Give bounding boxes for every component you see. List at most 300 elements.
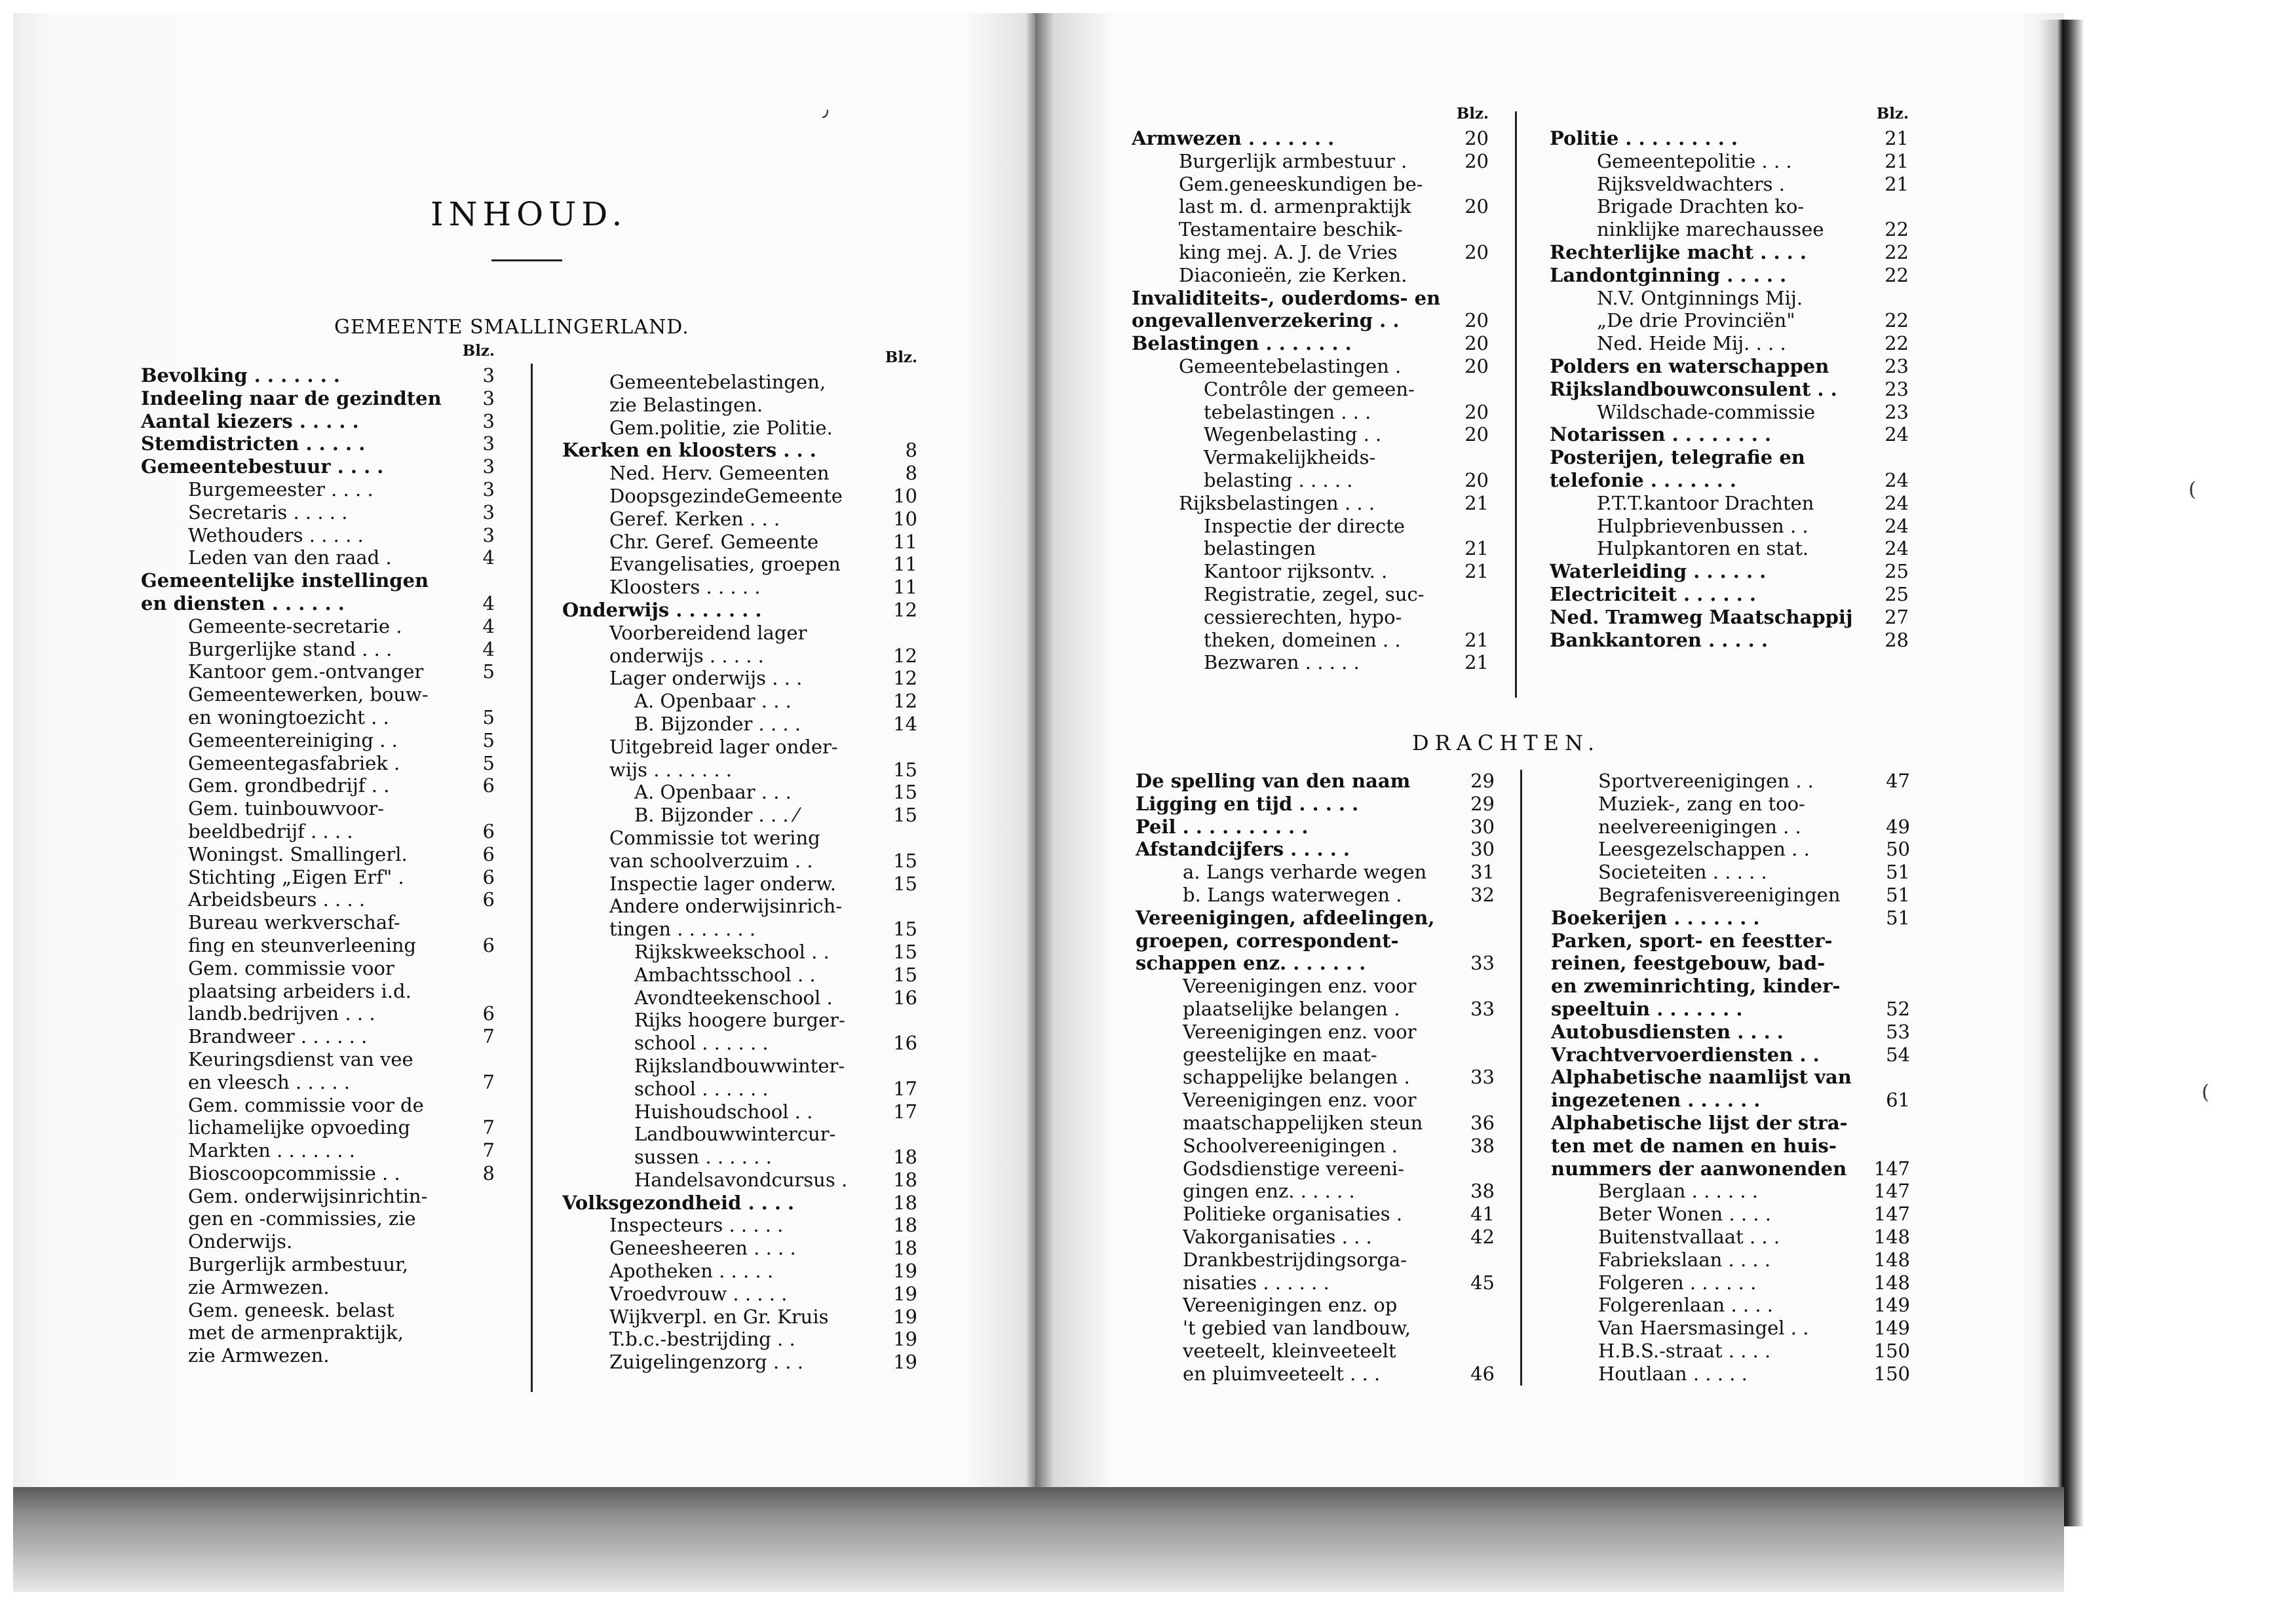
toc-entry-title: ninklijke marechaussee <box>1597 218 1824 241</box>
toc-entry-title: gingen enz. . . . . . <box>1183 1180 1355 1203</box>
toc-entry-title: Aantal kiezers . . . . . <box>141 409 359 432</box>
toc-entry-title: Afstandcijfers . . . . . <box>1136 838 1350 861</box>
toc-entry <box>141 843 495 866</box>
toc-entry <box>1136 1021 1495 1044</box>
toc-entry-title: Boekerijen . . . . . . . <box>1551 906 1760 929</box>
toc-entry-title: H.B.S.-straat . . . . <box>1598 1339 1771 1362</box>
toc-entry <box>141 455 495 478</box>
toc-entry-page: 20 <box>1464 309 1489 332</box>
toc-entry-title: cessierechten, hypo- <box>1204 605 1402 628</box>
toc-entry <box>1136 1317 1495 1340</box>
toc-entry-title: Rijkskweekschool . . <box>634 940 830 963</box>
blz-label: Blz. <box>462 342 495 360</box>
toc-entry <box>141 1321 495 1344</box>
toc-entry <box>1550 127 1909 150</box>
toc-entry-page: 147 <box>1873 1180 1910 1203</box>
toc-entry-page: 12 <box>893 690 917 713</box>
toc-entry <box>562 1192 917 1215</box>
toc-entry-title: Vakorganisaties . . . <box>1183 1225 1372 1248</box>
toc-entry-title: plaatselijke belangen . <box>1183 997 1400 1020</box>
toc-entry-page: 15 <box>893 758 917 781</box>
toc-entry <box>1550 446 1909 469</box>
toc-entry-page: 3 <box>482 364 495 387</box>
toc-entry-title: Voorbereidend lager <box>609 621 807 644</box>
toc-entry-page: 21 <box>1885 172 1909 195</box>
toc-entry <box>1136 1158 1495 1180</box>
toc-entry <box>562 667 917 690</box>
toc-entry <box>141 980 495 1003</box>
toc-entry-title: Keuringsdienst van vee <box>188 1047 413 1070</box>
toc-entry-title: met de armenpraktijk, <box>188 1321 404 1344</box>
toc-entry-page: 149 <box>1873 1317 1910 1340</box>
toc-entry <box>1551 1203 1910 1226</box>
toc-entry <box>1132 515 1489 538</box>
toc-entry-title: Vereenigingen enz. op <box>1183 1294 1398 1317</box>
toc-entry-title: Wethouders . . . . . <box>188 523 364 546</box>
toc-entry-title: T.b.c.-bestrijding . . <box>609 1328 795 1351</box>
toc-entry-page: 5 <box>482 706 495 728</box>
toc-entry-title: Waterleiding . . . . . . <box>1550 560 1767 583</box>
toc-entry <box>562 1123 917 1146</box>
toc-entry-title: P.T.T.kantoor Drachten <box>1597 491 1814 514</box>
toc-entry-title: Electriciteit . . . . . . <box>1550 582 1757 605</box>
toc-entry <box>1550 150 1909 173</box>
toc-entry-title: Secretaris . . . . . <box>188 500 348 523</box>
toc-entry <box>1551 1044 1910 1066</box>
toc-entry-title: Vrachtvervoerdiensten . . <box>1551 1043 1820 1066</box>
toc-entry-title: Uitgebreid lager onder- <box>609 735 838 758</box>
toc-entry <box>141 592 495 615</box>
toc-entry-title: Polders en waterschappen <box>1550 354 1829 377</box>
toc-entry-page: 7 <box>482 1116 495 1139</box>
toc-entry-page: 46 <box>1470 1362 1495 1385</box>
toc-entry <box>562 1078 917 1101</box>
toc-entry <box>562 1351 917 1374</box>
toc-column-right-2 <box>1550 105 1909 651</box>
toc-entry-title: gen en -commissies, zie <box>188 1207 416 1230</box>
toc-entry-title: Vereenigingen enz. voor <box>1183 1089 1417 1112</box>
toc-entry-title: en zweminrichting, kinder- <box>1551 975 1841 998</box>
toc-column-right-4 <box>1551 770 1910 1386</box>
toc-entry-page: 10 <box>893 507 917 530</box>
page-title: INHOUD. <box>430 195 628 233</box>
column-header <box>1550 105 1909 127</box>
toc-entry <box>562 759 917 782</box>
toc-entry-title: Fabriekslaan . . . . <box>1598 1248 1771 1271</box>
toc-entry <box>1551 1021 1910 1044</box>
toc-entry-page: 29 <box>1470 770 1495 792</box>
toc-entry <box>1136 1180 1495 1203</box>
toc-entry-page: 15 <box>893 963 917 986</box>
toc-entry-title: Gem. commissie voor <box>188 956 394 979</box>
toc-entry <box>1136 1135 1495 1158</box>
toc-entry <box>141 1071 495 1094</box>
toc-entry <box>1136 816 1495 839</box>
toc-entry-page: 12 <box>893 667 917 690</box>
toc-entry <box>1136 1340 1495 1363</box>
toc-entry-title: Bevolking . . . . . . . <box>141 364 340 387</box>
toc-entry <box>562 827 917 850</box>
toc-entry-page: 3 <box>482 478 495 500</box>
toc-entry-title: Godsdienstige vereeni- <box>1183 1157 1404 1180</box>
toc-entry-title: Diaconieën, zie Kerken. <box>1179 263 1407 286</box>
toc-entry-title: Onderwijs . . . . . . . <box>562 598 762 621</box>
toc-entry-title: groepen, correspondent- <box>1136 929 1399 952</box>
toc-entry <box>141 410 495 433</box>
toc-entry-page: 24 <box>1885 537 1909 560</box>
toc-entry-title: en woningtoezicht . . <box>188 706 389 728</box>
toc-entry-title: Gemeentegasfabriek . <box>188 751 400 774</box>
toc-entry <box>141 866 495 889</box>
toc-entry-title: Berglaan . . . . . . <box>1598 1180 1759 1203</box>
toc-entry <box>1132 492 1489 515</box>
toc-entry <box>141 1002 495 1025</box>
toc-entry <box>1132 629 1489 652</box>
toc-entry <box>1550 423 1909 446</box>
toc-entry-page: 150 <box>1873 1362 1910 1385</box>
toc-entry-title: Folgerenlaan . . . . <box>1598 1294 1773 1317</box>
toc-entry-page: 51 <box>1886 883 1910 906</box>
toc-entry <box>1550 378 1909 401</box>
toc-list <box>1551 770 1910 1386</box>
scan-shadow <box>13 1487 2064 1592</box>
toc-entry <box>562 599 917 622</box>
toc-entry-page: 6 <box>482 774 495 797</box>
toc-entry-page: 45 <box>1470 1271 1495 1294</box>
toc-entry <box>562 1214 917 1237</box>
toc-entry <box>1132 651 1489 674</box>
toc-entry-title: Kerken en kloosters . . . <box>562 439 816 462</box>
toc-entry-title: Wijkverpl. en Gr. Kruis <box>609 1305 829 1328</box>
toc-entry <box>1550 264 1909 287</box>
toc-entry-title: veeteelt, kleinveeteelt <box>1183 1339 1396 1362</box>
toc-entry-page: 16 <box>893 1032 917 1055</box>
toc-entry-page: 10 <box>893 484 917 507</box>
toc-entry <box>1550 287 1909 310</box>
toc-entry-page: 21 <box>1464 537 1489 560</box>
toc-entry-title: Gemeentelijke instellingen <box>141 569 429 592</box>
toc-entry-title: school . . . . . . <box>634 1032 769 1055</box>
toc-entry-page: 50 <box>1886 838 1910 861</box>
toc-entry <box>141 1276 495 1299</box>
toc-entry-page: 30 <box>1470 815 1495 838</box>
toc-entry <box>141 1344 495 1367</box>
column-divider <box>531 364 533 1392</box>
toc-entry-title: Gem. grondbedrijf . . <box>188 774 390 797</box>
toc-entry-page: 18 <box>893 1168 917 1191</box>
toc-entry <box>1132 173 1489 196</box>
toc-entry-title: reinen, feestgebouw, bad- <box>1551 952 1826 975</box>
toc-entry-page: 15 <box>893 849 917 872</box>
toc-entry <box>1550 492 1909 515</box>
toc-entry-title: school . . . . . . <box>634 1077 769 1100</box>
toc-entry-title: ten met de namen en huis- <box>1551 1134 1837 1157</box>
toc-entry-page: 3 <box>482 409 495 432</box>
toc-entry <box>141 797 495 820</box>
toc-entry <box>562 645 917 668</box>
toc-entry-title: nisaties . . . . . . <box>1183 1271 1330 1294</box>
toc-entry-title: Brigade Drachten ko- <box>1597 195 1805 218</box>
toc-entry <box>1551 1363 1910 1386</box>
toc-entry-page: 5 <box>482 660 495 683</box>
toc-entry-page: 23 <box>1885 377 1909 400</box>
toc-entry <box>1551 1272 1910 1294</box>
toc-entry <box>562 941 917 964</box>
toc-entry-title: N.V. Ontginnings Mij. <box>1597 286 1803 309</box>
toc-column-right-3 <box>1136 770 1495 1386</box>
toc-entry-title: Parken, sport- en feestter- <box>1551 929 1833 952</box>
toc-entry-title: Autobusdiensten . . . . <box>1551 1020 1784 1043</box>
toc-entry-title: Rechterlijke macht . . . . <box>1550 240 1807 263</box>
toc-entry <box>1550 629 1909 652</box>
toc-entry-page: 33 <box>1470 1066 1495 1089</box>
toc-entry-title: Schoolvereenigingen . <box>1183 1134 1398 1157</box>
section-title-drachten: DRACHTEN. <box>1412 730 1601 755</box>
toc-entry-title: DoopsgezindeGemeente <box>609 484 843 507</box>
toc-entry-title: Landontginning . . . . . <box>1550 263 1787 286</box>
toc-entry-page: 20 <box>1464 149 1489 172</box>
toc-entry <box>141 1185 495 1208</box>
toc-entry-page: 149 <box>1873 1294 1910 1317</box>
scan-speck: ( <box>2189 478 2196 501</box>
toc-entry-title: maatschappelijken steun <box>1183 1111 1423 1134</box>
toc-entry-page: 47 <box>1886 770 1910 792</box>
toc-entry-title: Registratie, zegel, suc- <box>1204 582 1425 605</box>
toc-entry <box>562 736 917 759</box>
toc-entry <box>562 964 917 987</box>
toc-entry-title: Inspectie der directe <box>1204 514 1406 537</box>
toc-entry <box>1132 195 1489 218</box>
toc-entry-title: Beter Wonen . . . . <box>1598 1203 1771 1226</box>
toc-entry <box>562 1237 917 1260</box>
toc-entry <box>141 888 495 911</box>
toc-entry <box>1551 1066 1910 1089</box>
toc-entry <box>1136 838 1495 861</box>
toc-entry-title: Evangelisaties, groepen <box>609 553 841 576</box>
toc-entry <box>1132 606 1489 629</box>
toc-entry-page: 20 <box>1464 468 1489 491</box>
toc-entry-page: 147 <box>1873 1157 1910 1180</box>
toc-entry-title: Vermakelijkheids- <box>1204 446 1376 469</box>
toc-entry <box>141 660 495 683</box>
toc-entry-page: 19 <box>893 1260 917 1283</box>
toc-entry-title: b. Langs waterwegen . <box>1183 883 1402 906</box>
toc-entry-title: Contrôle der gemeen- <box>1204 377 1415 400</box>
toc-entry <box>141 729 495 752</box>
toc-entry <box>1136 1203 1495 1226</box>
toc-entry <box>1132 127 1489 150</box>
toc-entry-page: 32 <box>1470 883 1495 906</box>
toc-entry-page: 4 <box>482 546 495 569</box>
toc-entry-page: 12 <box>893 644 917 667</box>
toc-entry <box>141 1025 495 1048</box>
toc-entry-title: Begrafenisvereenigingen <box>1598 883 1841 906</box>
toc-entry-title: Belastingen . . . . . . . <box>1132 332 1352 355</box>
toc-entry-page: 4 <box>482 614 495 637</box>
toc-entry <box>141 820 495 843</box>
toc-entry-title: Lager onderwijs . . . <box>609 667 803 690</box>
toc-entry <box>562 1306 917 1329</box>
blz-label: Blz. <box>1876 105 1909 123</box>
toc-entry <box>1551 975 1910 998</box>
toc-entry <box>1551 838 1910 861</box>
toc-entry <box>1136 1363 1495 1386</box>
toc-entry-title: Rijkslandbouwconsulent . . <box>1550 377 1837 400</box>
toc-entry-title: Sportvereenigingen . . <box>1598 770 1814 792</box>
toc-entry <box>1551 1249 1910 1272</box>
toc-entry-title: last m. d. armenpraktijk <box>1179 195 1411 218</box>
toc-entry-page: 148 <box>1873 1225 1910 1248</box>
toc-entry-page: 6 <box>482 865 495 888</box>
toc-entry-page: 22 <box>1885 240 1909 263</box>
toc-entry-title: Gem. onderwijsinrichtin- <box>188 1184 428 1207</box>
toc-entry-title: geestelijke en maat- <box>1183 1043 1377 1066</box>
toc-entry <box>1550 195 1909 218</box>
blz-label: Blz. <box>885 349 917 366</box>
toc-entry <box>1551 1112 1910 1135</box>
toc-entry <box>141 1139 495 1162</box>
toc-entry-title: B. Bijzonder . . . ⁄ <box>634 804 798 827</box>
toc-entry-title: Burgerlijke stand . . . <box>188 637 392 660</box>
column-header <box>562 349 917 371</box>
toc-entry-title: Landbouwwintercur- <box>634 1123 836 1146</box>
toc-entry <box>141 387 495 410</box>
toc-entry-title: onderwijs . . . . . <box>609 644 764 667</box>
toc-entry-title: Houtlaan . . . . . <box>1598 1362 1748 1385</box>
toc-entry <box>562 873 917 896</box>
toc-entry-title: Wegenbelasting . . <box>1204 423 1382 446</box>
toc-entry-title: Vereenigingen, afdeelingen, <box>1136 906 1435 929</box>
toc-entry-page: 15 <box>893 918 917 941</box>
toc-entry-page: 21 <box>1464 651 1489 674</box>
toc-entry <box>1551 884 1910 907</box>
toc-entry <box>562 371 917 394</box>
toc-entry-title: Indeeling naar de gezindten <box>141 387 442 409</box>
book-rim <box>2038 20 2084 1526</box>
toc-entry <box>1132 150 1489 173</box>
toc-column-left-1 <box>141 342 495 1367</box>
toc-entry-page: 18 <box>893 1191 917 1214</box>
toc-entry-title: Leesgezelschappen . . <box>1598 838 1810 861</box>
toc-entry-title: Inspectie lager onderw. <box>609 872 836 895</box>
toc-entry-page: 52 <box>1886 997 1910 1020</box>
toc-list <box>141 364 495 1367</box>
toc-entry <box>562 1283 917 1306</box>
toc-entry-title: Societeiten . . . . . <box>1598 861 1767 884</box>
toc-entry-page: 38 <box>1470 1134 1495 1157</box>
toc-entry <box>1551 1089 1910 1112</box>
toc-entry-page: 4 <box>482 592 495 614</box>
toc-entry-title: Ned. Tramweg Maatschappij <box>1550 605 1853 628</box>
toc-entry-page: 6 <box>482 820 495 842</box>
toc-entry <box>1136 1272 1495 1294</box>
toc-entry-title: Woningst. Smallingerl. <box>188 842 408 865</box>
toc-entry-title: Rijksbelastingen . . . <box>1179 491 1375 514</box>
toc-entry-page: 31 <box>1470 861 1495 884</box>
toc-entry-title: en vleesch . . . . . <box>188 1070 351 1093</box>
toc-entry-page: 15 <box>893 781 917 804</box>
toc-entry-page: 17 <box>893 1077 917 1100</box>
toc-entry-title: Kloosters . . . . . <box>609 576 761 599</box>
toc-entry <box>141 1048 495 1071</box>
toc-entry <box>1551 1340 1910 1363</box>
toc-entry-page: 25 <box>1885 560 1909 583</box>
toc-entry-title: Posterijen, telegrafie en <box>1550 446 1805 469</box>
toc-entry-page: 51 <box>1886 906 1910 929</box>
toc-entry-title: belasting . . . . . <box>1204 468 1353 491</box>
toc-entry <box>1551 816 1910 839</box>
toc-entry-title: schappen enz. . . . . . . <box>1136 952 1366 975</box>
toc-entry-title: Bureau werkverschaf- <box>188 911 400 934</box>
toc-entry <box>141 1207 495 1230</box>
toc-entry-title: Markten . . . . . . . <box>188 1139 355 1162</box>
toc-entry <box>1132 469 1489 492</box>
toc-entry-title: Muziek-, zang en too- <box>1598 792 1805 815</box>
toc-entry-page: 7 <box>482 1070 495 1093</box>
column-divider <box>1515 111 1517 698</box>
toc-entry <box>1551 793 1910 816</box>
toc-entry-page: 11 <box>893 576 917 599</box>
toc-entry-title: Gem. tuinbouwvoor- <box>188 797 385 820</box>
toc-entry-title: Politie . . . . . . . . . <box>1550 127 1738 149</box>
toc-entry-title: plaatsing arbeiders i.d. <box>188 979 411 1002</box>
toc-entry <box>141 934 495 957</box>
toc-entry <box>141 638 495 661</box>
toc-entry-title: Kantoor rijksontv. . <box>1204 560 1388 583</box>
toc-entry-title: Handelsavondcursus . <box>634 1168 848 1191</box>
toc-entry <box>1550 583 1909 606</box>
toc-entry <box>1132 423 1489 446</box>
toc-entry-title: Burgerlijk armbestuur, <box>188 1253 408 1276</box>
toc-entry-title: Bezwaren . . . . . <box>1204 651 1360 674</box>
toc-entry-page: 6 <box>482 888 495 911</box>
toc-entry-page: 23 <box>1885 354 1909 377</box>
toc-entry-page: 22 <box>1885 263 1909 286</box>
toc-list <box>562 371 917 1374</box>
toc-entry <box>1136 793 1495 816</box>
toc-entry-title: Gem.geneeskundigen be- <box>1179 172 1423 195</box>
toc-entry <box>141 752 495 775</box>
toc-entry-title: Rijksveldwachters . <box>1597 172 1785 195</box>
toc-entry-page: 30 <box>1470 838 1495 861</box>
toc-entry-page: 6 <box>482 1002 495 1025</box>
toc-entry <box>1132 446 1489 469</box>
toc-entry-title: Vroedvrouw . . . . . <box>609 1282 788 1305</box>
toc-entry <box>141 706 495 729</box>
toc-entry <box>562 394 917 417</box>
toc-entry-title: Brandweer . . . . . . <box>188 1025 368 1048</box>
toc-entry-page: 33 <box>1470 952 1495 975</box>
toc-entry-page: 61 <box>1886 1089 1910 1112</box>
toc-entry-page: 38 <box>1470 1180 1495 1203</box>
toc-entry-page: 3 <box>482 387 495 409</box>
toc-entry <box>1136 1066 1495 1089</box>
toc-entry-title: tebelastingen . . . <box>1204 400 1371 423</box>
toc-entry-title: Vereenigingen enz. voor <box>1183 1020 1417 1043</box>
column-header <box>1132 105 1489 127</box>
toc-entry-title: fing en steunverleening <box>188 934 417 956</box>
toc-entry-title: zie Armwezen. <box>188 1344 330 1367</box>
blz-label: Blz. <box>1456 105 1489 123</box>
toc-entry <box>562 439 917 462</box>
toc-entry-title: speeltuin . . . . . . . <box>1551 997 1743 1020</box>
toc-entry-title: 't gebied van landbouw, <box>1183 1317 1411 1340</box>
toc-entry <box>1136 1226 1495 1249</box>
toc-entry <box>562 462 917 485</box>
toc-entry-title: Van Haersmasingel . . <box>1598 1317 1809 1340</box>
toc-entry-title: a. Langs verharde wegen <box>1183 861 1427 884</box>
toc-entry-title: Zuigelingenzorg . . . <box>609 1351 803 1374</box>
